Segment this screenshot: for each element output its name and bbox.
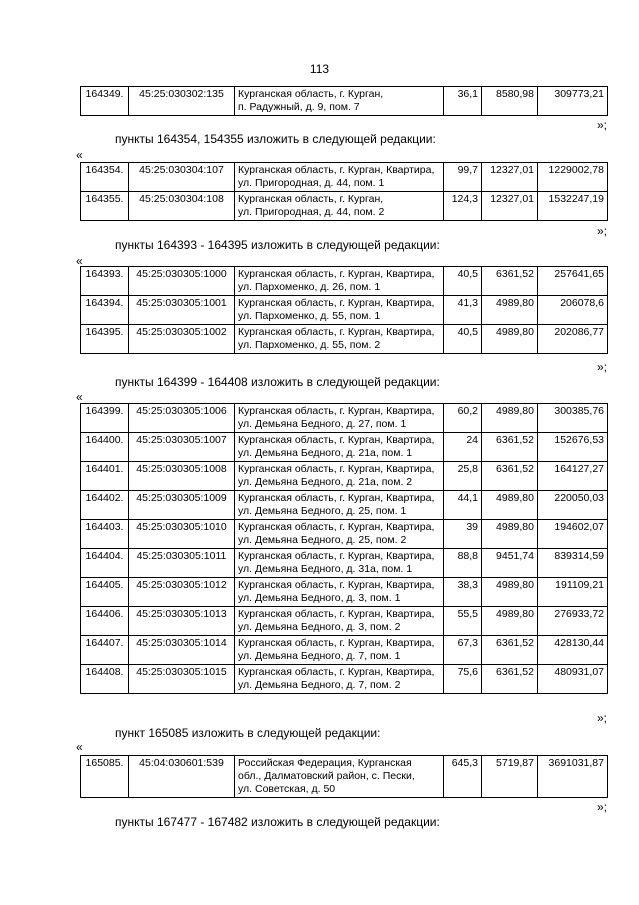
address-line: Курганская область, г. Курган, Квартира,	[238, 463, 435, 475]
address-line: ул. Пригородная, д. 44, пом. 2	[238, 206, 385, 218]
address-line: ул. Пархоменко, д. 55, пом. 1	[238, 310, 381, 322]
address-cell	[235, 192, 444, 221]
row-number: 164403.	[81, 520, 129, 549]
closing-quote: »;	[597, 711, 608, 725]
address-cell	[235, 433, 444, 462]
address-line: Курганская область, г. Курган, Квартира,	[238, 550, 435, 562]
area-value: 40,5	[444, 325, 482, 354]
unit-price: 6361,52	[482, 665, 538, 694]
opening-quote: «	[76, 740, 83, 754]
area-value: 25,8	[444, 462, 482, 491]
cadastral-number: 45:25:030305:1001	[129, 296, 235, 325]
address-line: ул. Демьяна Бедного, д. 25, пом. 1	[238, 505, 407, 517]
address-cell	[235, 520, 444, 549]
address-line: Курганская область, г. Курган, Квартира,	[238, 521, 435, 533]
amendment-table-4	[80, 403, 608, 694]
row-number: 164399.	[81, 404, 129, 433]
address-cell	[235, 296, 444, 325]
address-line: ул. Пархоменко, д. 55, пом. 2	[238, 339, 381, 351]
area-value: 39	[444, 520, 482, 549]
cadastral-value: 1229002,78	[538, 163, 608, 192]
cadastral-number: 45:04:030601:539	[129, 756, 235, 798]
table-row	[81, 607, 608, 636]
address-line: ул. Демьяна Бедного, д. 21а, пом. 1	[238, 447, 413, 459]
address-cell	[235, 87, 444, 116]
row-number: 164404.	[81, 549, 129, 578]
instruction-text: пункты 167477 - 167482 изложить в следующей редакции:	[115, 815, 440, 829]
cadastral-number: 45:25:030305:1010	[129, 520, 235, 549]
address-cell	[235, 756, 444, 798]
instruction-text: пункты 164399 - 164408 изложить в следующей редакции:	[115, 375, 440, 389]
cadastral-number: 45:25:030305:1013	[129, 607, 235, 636]
cadastral-value: 164127,27	[538, 462, 608, 491]
cadastral-number: 45:25:030305:1007	[129, 433, 235, 462]
address-cell	[235, 665, 444, 694]
address-cell	[235, 491, 444, 520]
cadastral-value: 309773,21	[538, 87, 608, 116]
row-number: 164394.	[81, 296, 129, 325]
table-row	[81, 87, 608, 116]
closing-quote: »;	[597, 800, 608, 814]
table-row	[81, 636, 608, 665]
row-number: 164349.	[81, 87, 129, 116]
amendment-table-2	[80, 162, 608, 221]
area-value: 60,2	[444, 404, 482, 433]
address-line: Курганская область, г. Курган, Квартира,	[238, 164, 435, 176]
address-line: Курганская область, г. Курган, Квартира,	[238, 666, 435, 678]
address-line: ул. Демьяна Бедного, д. 7, пом. 1	[238, 650, 401, 662]
area-value: 55,5	[444, 607, 482, 636]
area-value: 75,6	[444, 665, 482, 694]
opening-quote: «	[76, 254, 83, 268]
table-row	[81, 433, 608, 462]
row-number: 164400.	[81, 433, 129, 462]
address-line: ул. Демьяна Бедного, д. 3, пом. 2	[238, 621, 401, 633]
address-cell	[235, 404, 444, 433]
cadastral-number: 45:25:030305:1002	[129, 325, 235, 354]
row-number: 164401.	[81, 462, 129, 491]
row-number: 164405.	[81, 578, 129, 607]
unit-price: 4989,80	[482, 520, 538, 549]
instruction-text: пункт 165085 изложить в следующей редакции:	[115, 726, 381, 740]
area-value: 67,3	[444, 636, 482, 665]
unit-price: 4989,80	[482, 578, 538, 607]
cadastral-value: 202086,77	[538, 325, 608, 354]
cadastral-number: 45:25:030304:108	[129, 192, 235, 221]
cadastral-number: 45:25:030305:1008	[129, 462, 235, 491]
address-line: Курганская область, г. Курган, Квартира,	[238, 434, 435, 446]
cadastral-value: 220050,03	[538, 491, 608, 520]
opening-quote: «	[76, 390, 83, 404]
unit-price: 4989,80	[482, 404, 538, 433]
unit-price: 12327,01	[482, 192, 538, 221]
table-row	[81, 192, 608, 221]
address-cell	[235, 325, 444, 354]
table-row	[81, 462, 608, 491]
address-line: ул. Демьяна Бедного, д. 7, пом. 2	[238, 679, 401, 691]
row-number: 164395.	[81, 325, 129, 354]
address-line: Курганская область, г. Курган, Квартира,	[238, 637, 435, 649]
row-number: 164393.	[81, 267, 129, 296]
instruction-text: пункты 164354, 154355 изложить в следующей редакции:	[115, 132, 436, 146]
cadastral-number: 45:25:030305:1012	[129, 578, 235, 607]
table-row	[81, 665, 608, 694]
closing-quote: »;	[597, 224, 608, 238]
area-value: 44,1	[444, 491, 482, 520]
row-number: 164406.	[81, 607, 129, 636]
cadastral-number: 45:25:030305:1000	[129, 267, 235, 296]
cadastral-value: 276933,72	[538, 607, 608, 636]
table-row	[81, 296, 608, 325]
cadastral-value: 3691031,87	[538, 756, 608, 798]
unit-price: 6361,52	[482, 636, 538, 665]
unit-price: 6361,52	[482, 433, 538, 462]
address-line: ул. Демьяна Бедного, д. 25, пом. 2	[238, 534, 407, 546]
unit-price: 6361,52	[482, 462, 538, 491]
area-value: 24	[444, 433, 482, 462]
address-line: п. Радужный, д. 9, пом. 7	[238, 101, 360, 113]
page-number: 113	[309, 62, 330, 76]
unit-price: 8580,98	[482, 87, 538, 116]
cadastral-value: 300385,76	[538, 404, 608, 433]
cadastral-number: 45:25:030302:135	[129, 87, 235, 116]
address-line: ул. Демьяна Бедного, д. 21а, пом. 2	[238, 476, 413, 488]
cadastral-number: 45:25:030305:1015	[129, 665, 235, 694]
area-value: 38,3	[444, 578, 482, 607]
cadastral-value: 152676,53	[538, 433, 608, 462]
cadastral-value: 480931,07	[538, 665, 608, 694]
cadastral-value: 257641,65	[538, 267, 608, 296]
address-line: обл., Далматовский район, с. Пески,	[238, 770, 415, 782]
table-row	[81, 520, 608, 549]
amendment-table-3	[80, 266, 608, 354]
unit-price: 12327,01	[482, 163, 538, 192]
unit-price: 4989,80	[482, 325, 538, 354]
cadastral-number: 45:25:030305:1006	[129, 404, 235, 433]
table-row	[81, 756, 608, 798]
address-line: Курганская область, г. Курган, Квартира,	[238, 268, 435, 280]
address-cell	[235, 163, 444, 192]
cadastral-number: 45:25:030305:1011	[129, 549, 235, 578]
instruction-text: пункты 164393 - 164395 изложить в следующей редакции:	[115, 238, 440, 252]
address-line: Курганская область, г. Курган, Квартира,	[238, 579, 435, 591]
area-value: 36,1	[444, 87, 482, 116]
row-number: 164407.	[81, 636, 129, 665]
address-cell	[235, 607, 444, 636]
address-line: Курганская область, г. Курган,	[238, 88, 384, 100]
unit-price: 4989,80	[482, 607, 538, 636]
cadastral-number: 45:25:030304:107	[129, 163, 235, 192]
unit-price: 4989,80	[482, 491, 538, 520]
address-cell	[235, 462, 444, 491]
closing-quote: »;	[597, 360, 608, 374]
cadastral-value: 839314,59	[538, 549, 608, 578]
address-line: Курганская область, г. Курган,	[238, 193, 384, 205]
amendment-table-1	[80, 86, 608, 116]
table-row	[81, 491, 608, 520]
address-cell	[235, 549, 444, 578]
cadastral-value: 194602,07	[538, 520, 608, 549]
address-cell	[235, 636, 444, 665]
unit-price: 9451,74	[482, 549, 538, 578]
closing-quote: »;	[597, 118, 608, 132]
cadastral-value: 1532247,19	[538, 192, 608, 221]
table-row	[81, 163, 608, 192]
table-row	[81, 578, 608, 607]
address-line: Курганская область, г. Курган, Квартира,	[238, 405, 435, 417]
area-value: 41,3	[444, 296, 482, 325]
row-number: 164354.	[81, 163, 129, 192]
row-number: 164355.	[81, 192, 129, 221]
area-value: 645,3	[444, 756, 482, 798]
address-cell	[235, 578, 444, 607]
cadastral-value: 428130,44	[538, 636, 608, 665]
cadastral-number: 45:25:030305:1009	[129, 491, 235, 520]
address-line: ул. Пригородная, д. 44, пом. 1	[238, 177, 385, 189]
cadastral-value: 206078,6	[538, 296, 608, 325]
table-row	[81, 267, 608, 296]
area-value: 40,5	[444, 267, 482, 296]
row-number: 164402.	[81, 491, 129, 520]
table-row	[81, 325, 608, 354]
unit-price: 4989,80	[482, 296, 538, 325]
opening-quote: «	[76, 148, 83, 162]
address-line: Курганская область, г. Курган, Квартира,	[238, 608, 435, 620]
address-line: Курганская область, г. Курган, Квартира,	[238, 297, 435, 309]
address-line: ул. Демьяна Бедного, д. 3, пом. 1	[238, 592, 401, 604]
row-number: 164408.	[81, 665, 129, 694]
address-line: Российская Федерация, Курганская	[238, 757, 412, 769]
area-value: 88,8	[444, 549, 482, 578]
address-cell	[235, 267, 444, 296]
area-value: 99,7	[444, 163, 482, 192]
table-row	[81, 404, 608, 433]
amendment-table-5	[80, 755, 608, 798]
unit-price: 5719,87	[482, 756, 538, 798]
address-line: ул. Пархоменко, д. 26, пом. 1	[238, 281, 381, 293]
address-line: ул. Советская, д. 50	[238, 783, 336, 795]
row-number: 165085.	[81, 756, 129, 798]
address-line: ул. Демьяна Бедного, д. 31а, пом. 1	[238, 563, 413, 575]
unit-price: 6361,52	[482, 267, 538, 296]
area-value: 124,3	[444, 192, 482, 221]
table-row	[81, 549, 608, 578]
cadastral-value: 191109,21	[538, 578, 608, 607]
address-line: Курганская область, г. Курган, Квартира,	[238, 492, 435, 504]
address-line: ул. Демьяна Бедного, д. 27, пом. 1	[238, 418, 407, 430]
address-line: Курганская область, г. Курган, Квартира,	[238, 326, 435, 338]
cadastral-number: 45:25:030305:1014	[129, 636, 235, 665]
